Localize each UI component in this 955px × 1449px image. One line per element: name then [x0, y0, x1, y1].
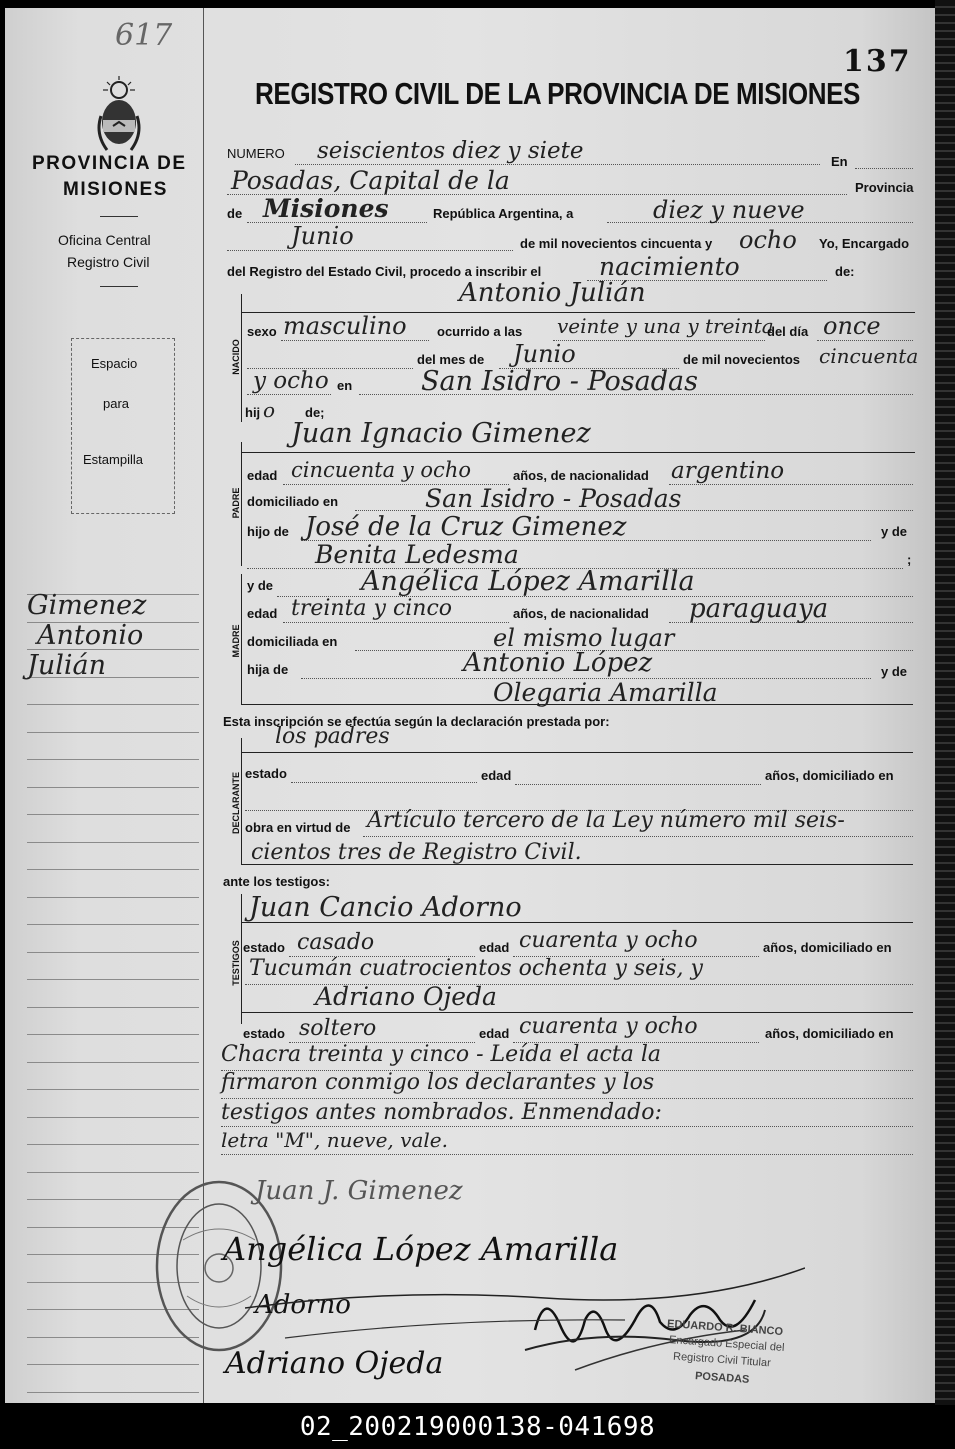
label-semicolon: ;: [907, 552, 912, 567]
section-label-nacido: NACIDO: [231, 339, 241, 375]
entry-acto: nacimiento: [599, 252, 740, 281]
label-ante: ante los testigos:: [223, 874, 330, 889]
margin-rule-line: [27, 787, 199, 788]
signature-3: Adorno: [255, 1290, 351, 1320]
entry-madre-dom: el mismo lugar: [493, 624, 675, 652]
entry-dia-nac: once: [823, 312, 881, 340]
entry-numero: seiscientos diez y siete: [317, 138, 584, 164]
section-label-padre: PADRE: [231, 487, 241, 519]
label-yo-encargado: Yo, Encargado: [819, 236, 910, 251]
entry-padre-madre: Benita Ledesma: [315, 540, 519, 569]
closing-line-3: testigos antes nombrados. Enmendado:: [221, 1100, 662, 1125]
margin-rule-line: [27, 759, 199, 760]
coat-of-arms-icon: [93, 76, 145, 156]
closing-line-4: letra "M", nueve, vale.: [221, 1128, 448, 1152]
label-anos-dom-t1: años, domiciliado en: [763, 940, 892, 955]
entry-madre-hija-de: Antonio López: [463, 648, 653, 678]
margin-name-1: Gimenez: [27, 590, 147, 621]
label-de: de: [227, 206, 243, 221]
entry-nombre: Antonio Julián: [459, 278, 646, 308]
entry-testigo1: Juan Cancio Adorno: [249, 892, 522, 923]
entry-obra-1: Artículo tercero de la Ley número mil seis-: [367, 808, 845, 833]
entry-provincia: Misiones: [263, 194, 389, 223]
label-edad-declarante: edad: [481, 768, 512, 783]
margin-name-2: Antonio: [37, 620, 144, 651]
book-binding-edge: [935, 0, 955, 1405]
signature-4: Adriano Ojeda: [225, 1346, 444, 1381]
label-edad-t2: edad: [479, 1026, 510, 1041]
office-line1: Oficina Central: [58, 232, 151, 248]
entry-padre-edad: cincuenta y ocho: [291, 458, 471, 482]
label-inscripcion: Esta inscripción se efectúa según la declaración prestada por:: [223, 714, 610, 729]
signature-1: Juan J. Gimenez: [255, 1176, 463, 1206]
margin-rule-line: [27, 704, 199, 705]
entry-padre-dom: San Isidro - Posadas: [425, 484, 682, 513]
province-name-line1: PROVINCIA DE: [32, 153, 187, 174]
margin-rule-line: [27, 897, 199, 898]
section-label-declarante: DECLARANTE: [231, 772, 241, 834]
image-id-footer: 02_200219000138-041698: [0, 1405, 955, 1449]
label-del-dia: del día: [767, 324, 809, 339]
document-page: [5, 8, 935, 1403]
closing-line-2: firmaron conmigo los declarantes y los: [221, 1070, 655, 1095]
label-ocurrido: ocurrido a las: [437, 324, 523, 339]
label-estado-t2: estado: [243, 1026, 285, 1041]
stamp-label-1: Espacio: [91, 356, 138, 371]
section-label-testigos: TESTIGOS: [231, 940, 241, 986]
entry-madre-nac: paraguaya: [689, 594, 829, 624]
label-hijo-de: hijo de: [247, 524, 289, 539]
entry-anio-nac-1: cincuenta: [819, 344, 919, 368]
label-del-registro: del Registro del Estado Civil, procedo a inscribir el: [227, 264, 542, 279]
entry-lugar: Posadas, Capital de la: [231, 166, 510, 195]
entry-anio: ocho: [739, 226, 797, 254]
section-label-madre: MADRE: [231, 624, 241, 658]
entry-t2-estado: soltero: [299, 1016, 377, 1041]
entry-padre-nombre: Juan Ignacio Gimenez: [291, 418, 591, 449]
label-domiciliado: domiciliado en: [247, 494, 339, 509]
entry-padre-nac: argentino: [671, 458, 785, 484]
label-y-de2: y de: [247, 578, 274, 593]
margin-rule-line: [27, 732, 199, 733]
divider: [100, 286, 138, 287]
official-stamp-line4: POSADAS: [694, 1370, 750, 1386]
label-anos-dom-t2: años, domiciliado en: [765, 1026, 894, 1041]
label-en: En: [831, 154, 848, 169]
label-de-semicolon: de;: [305, 405, 325, 420]
label-de-mil2: de mil novecientos: [683, 352, 801, 367]
margin-rule-line: [27, 842, 199, 843]
entry-declarante: los padres: [275, 724, 390, 749]
margin-rule-line: [27, 1364, 199, 1365]
margin-rule-line: [27, 814, 199, 815]
signature-flourish-icon: [245, 1248, 805, 1368]
label-de-colon: de:: [835, 264, 855, 279]
page-title: REGISTRO CIVIL DE LA PROVINCIA DE MISIONES: [255, 76, 860, 111]
label-de-mil: de mil novecientos cincuenta y: [520, 236, 713, 251]
label-estado-declarante: estado: [245, 766, 287, 781]
margin-rule-line: [27, 869, 199, 870]
official-stamp-line1: EDUARDO R. BIANCO: [666, 1317, 784, 1339]
closing-line-1: Chacra treinta y cinco - Leída el acta la: [221, 1042, 661, 1067]
entry-madre-madre: Olegaria Amarilla: [493, 678, 718, 707]
margin-rule-line: [27, 1062, 199, 1063]
office-line2: Registro Civil: [67, 254, 150, 270]
label-anos-dom-declarante: años, domiciliado en: [765, 768, 894, 783]
handwritten-ref: 617: [115, 18, 173, 53]
stamp-label-2: para: [103, 396, 130, 411]
label-numero: NUMERO: [227, 146, 285, 161]
margin-rule-line: [27, 1034, 199, 1035]
entry-obra-2: cientos tres de Registro Civil.: [251, 840, 582, 865]
label-en-lower: en: [337, 378, 353, 393]
entry-mes: Junio: [291, 222, 354, 250]
entry-madre-nombre: Angélica López Amarilla: [361, 566, 695, 597]
margin-rule-line: [27, 979, 199, 980]
margin-rule-line: [27, 952, 199, 953]
entry-lugar-nac: San Isidro - Posadas: [421, 366, 698, 397]
entry-hijo-o: o: [263, 398, 276, 422]
label-sexo: sexo: [247, 324, 277, 339]
label-anos-nac-madre: años, de nacionalidad: [513, 606, 649, 621]
label-y-de: y de: [881, 524, 908, 539]
margin-rule-line: [27, 1007, 199, 1008]
margin-rule-line: [27, 924, 199, 925]
margin-rule-line: [27, 1089, 199, 1090]
label-anos-nac-padre: años, de nacionalidad: [513, 468, 649, 483]
label-edad-padre: edad: [247, 468, 278, 483]
margin-rule-line: [27, 1144, 199, 1145]
signature-2: Angélica López Amarilla: [223, 1230, 619, 1268]
entry-anio-nac-2: y ocho: [253, 368, 329, 394]
label-estado-t1: estado: [243, 940, 285, 955]
entry-mes-nac: Junio: [513, 340, 576, 368]
official-stamp-line2: Encargado Especial del: [668, 1333, 785, 1355]
label-domiciliada: domiciliada en: [247, 634, 338, 649]
page-number: 137: [843, 44, 912, 79]
label-y-de3: y de: [881, 664, 908, 679]
margin-name-3: Julián: [27, 650, 106, 681]
entry-hora: veinte y una y treinta: [557, 314, 774, 338]
label-hijo: hij: [245, 405, 261, 420]
divider: [100, 216, 138, 217]
entry-t1-edad: cuarenta y ocho: [519, 928, 698, 953]
entry-t2-edad: cuarenta y ocho: [519, 1014, 698, 1039]
entry-testigo2: Adriano Ojeda: [315, 982, 497, 1011]
stamp-label-3: Estampilla: [83, 452, 143, 467]
entry-madre-edad: treinta y cinco: [291, 596, 453, 621]
entry-t1-estado: casado: [297, 930, 375, 955]
entry-t1-dom: Tucumán cuatrocientos ochenta y seis, y: [249, 956, 703, 981]
label-republica: República Argentina, a: [433, 206, 574, 221]
margin-rule-line: [27, 1117, 199, 1118]
label-obra: obra en virtud de: [245, 820, 351, 835]
margin-rule-line: [27, 1172, 199, 1173]
label-provincia: Provincia: [855, 180, 914, 195]
official-stamp-line3: Registro Civil Titular: [672, 1350, 772, 1370]
label-edad-madre: edad: [247, 606, 278, 621]
province-name-line2: MISIONES: [63, 179, 168, 200]
margin-rule-line: [27, 1392, 199, 1393]
label-del-mes: del mes de: [417, 352, 485, 367]
entry-padre-hijo-de: José de la Cruz Gimenez: [305, 512, 627, 542]
entry-dia: diez y nueve: [653, 196, 805, 224]
label-hija-de: hija de: [247, 662, 289, 677]
label-edad-t1: edad: [479, 940, 510, 955]
entry-sexo: masculino: [283, 312, 407, 340]
